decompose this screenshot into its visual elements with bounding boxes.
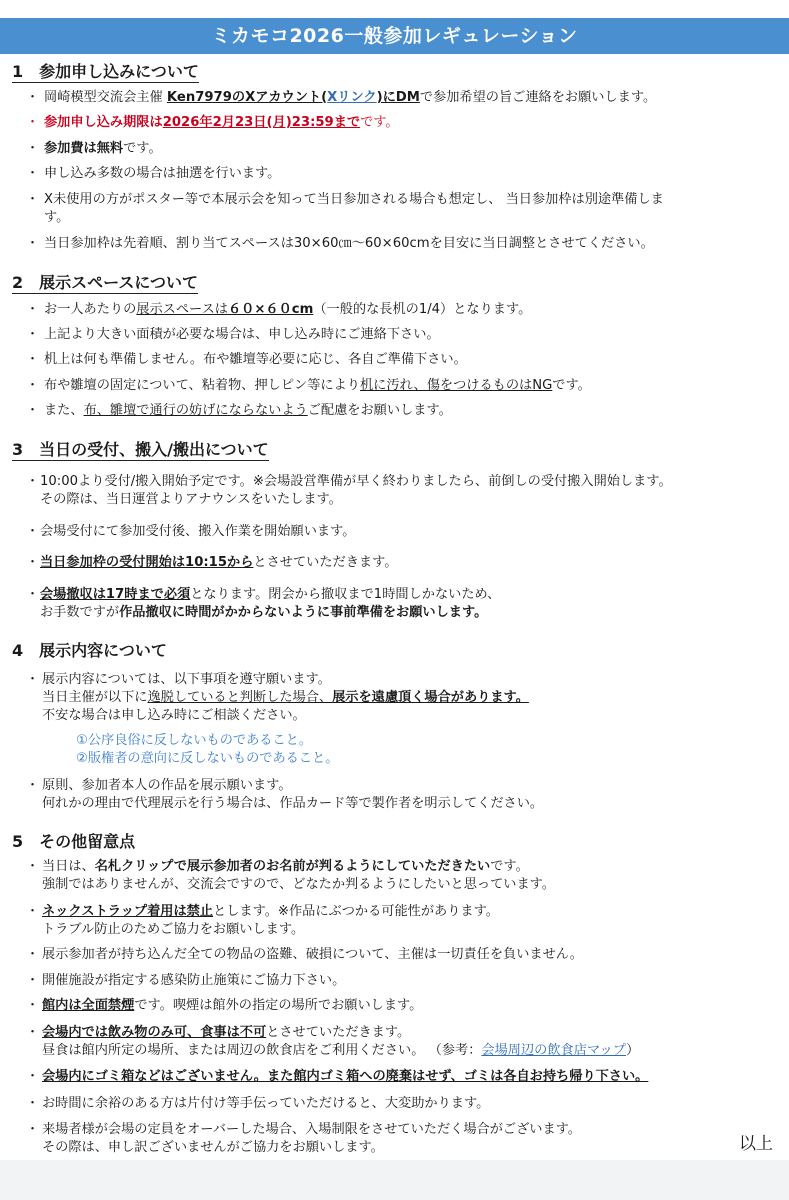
bullet: ・ [26,141,40,156]
s3-l4b-a: お手数ですが [40,605,120,620]
s2-l4-a: 布や雛壇の固定について、粘着物、押しピン等により [44,378,360,393]
s5-line-9b: その際は、申し訳ございませんがご協力をお願いします。 [42,1140,384,1155]
s3-line-3 [40,554,397,572]
s5-line-3: 展示参加者が持ち込んだ全ての物品の盗難、破損について、主催は一切責任を負いません。 [42,947,583,962]
s2-l4-c: です。 [552,378,591,393]
s5-line-4: 開催施設が指定する感染防止施策にご協力下さい。 [42,973,346,988]
s3-l4b-b: 作品撤収に時間がかからないように事前準備をお願いします。 [119,605,488,620]
s3-line-4a [40,586,500,604]
s1-line-6: 当日参加枠は先着順、割り当てスペースは30×60㎝～60×60cmを目安に当日調整とさせてください。 [44,236,654,251]
section-2-heading-text: 2 展示スペースについて [12,273,199,292]
bullet: ・ [26,1025,40,1040]
section-4-heading: 4 展示内容について [12,641,167,660]
s1-line-2 [44,114,399,132]
bullet: ・ [26,302,40,317]
s4-l1b-c: 展示を遠慮頂く場合があります。 [332,690,529,705]
s5-line-2b: トラブル防止のためご協力をお願いします。 [42,922,305,937]
bullet: ・ [26,998,40,1013]
s5-l5-a: 館内は全面禁煙 [42,998,135,1013]
bullet: ・ [26,378,40,393]
rule-1: ①公序良俗に反しないものであること。 [76,733,313,748]
s5-line-6b [42,1042,639,1060]
s1-line-5b: す。 [44,210,70,225]
s4-line-2b: 何れかの理由で代理展示を行う場合は、作品カード等で製作者を明示してください。 [42,796,544,811]
bullet: ・ [26,524,40,539]
s4-line-1a: 展示内容については、以下事項を遵守願います。 [42,672,331,687]
fee-label: 参加費は無料 [44,141,124,156]
deadline-date: 2026年2月23日(月)23:59まで [162,115,361,130]
space-size: ６０×６０cm [227,302,314,317]
s2-line-4 [44,377,591,395]
s5-l5-b: です。喫煙は館外の指定の場所でお願いします。 [134,998,423,1013]
section-3-heading [12,440,269,460]
fee-suffix: です。 [123,141,162,156]
s5-l6b-c: ） [626,1043,640,1058]
deadline-suffix: です。 [360,115,399,130]
section-1-heading [12,62,199,82]
s5-line-9a: 来場者様が会場の定員をオーバーした場合、入場制限をさせていただく場合がございます。 [42,1122,581,1137]
s5-line-1b: 強制ではありませんが、交流会ですので、どなたか判るようにしたいと思っています。 [42,877,555,892]
s2-l1-a: お一人あたりの [44,302,137,317]
bullet: ・ [26,474,40,489]
s5-l2a-a: ネックストラップ着用は禁止 [42,904,214,919]
s4-line-1b [42,689,529,707]
s5-line-2a [42,903,499,921]
bullet: ・ [26,778,40,793]
bullet: ・ [26,236,40,251]
bullet: ・ [26,403,40,418]
bullet: ・ [26,327,40,342]
s3-line-1a: 10:00より受付/搬入開始予定です。※会場設営準備が早く終わりましたら、前倒しの受付搬入開始します。 [40,474,672,489]
s3-line-1b: その際は、当日運営よりアナウンスをいたします。 [40,492,342,507]
s1-l1-rest: で参加希望の旨ご連絡をお願いします。 [419,90,657,105]
s1-l1-text: 岡崎模型交流会主催 [44,90,167,105]
s4-line-2a: 原則、参加者本人の作品を展示願います。 [42,778,292,793]
s5-line-1a [42,858,529,876]
bullet: ・ [26,352,40,367]
bullet: ・ [26,166,40,181]
restaurant-map-link[interactable]: 会場周辺の飲食店マップ [481,1043,627,1058]
s5-l1a-b: 名札クリップで展示参加者のお名前が判るようにしていただきたい [94,859,491,874]
bullet: ・ [26,904,40,919]
s2-l1-b: 展示スペースは [136,302,228,317]
bullet: ・ [26,1096,40,1111]
bullet: ・ [26,90,40,105]
s2-l1-d: （一般的な長机の1/4）となります。 [313,302,532,317]
s2-line-2: 上記より大きい面積が必要な場合は、申し込み時にご連絡下さい。 [44,327,440,342]
bullet: ・ [26,859,40,874]
s3-l3-b: とさせていただきます。 [253,555,398,570]
s2-line-3: 机上は何も準備しません。布や雛壇等必要に応じ、各自ご準備下さい。 [44,352,467,367]
s2-l5-c: ご配慮をお願いします。 [307,403,452,418]
s2-l5-a: また、 [44,403,84,418]
section-2-heading [12,273,198,293]
s5-l1a-a: 当日は、 [42,859,95,874]
section-5-heading: 5 その他留意点 [12,832,136,851]
s4-line-1c: 不安な場合は申し込み時にご相談ください。 [42,708,306,723]
s3-l4a-a: 会場撤収は17時まで必須 [40,587,191,602]
s2-l4-b: 机に汚れ、傷をつけるものはNG [359,378,553,393]
rule-2: ②版権者の意向に反しないものであること。 [76,751,339,766]
s1-line-3 [44,140,162,158]
s1-line-5a: X未使用の方がポスター等で本展示会を知って当日参加される場合も想定し、 当日参加枠は別途準備しま [44,192,664,207]
bullet: ・ [26,947,40,962]
s5-line-6a [42,1024,410,1042]
bullet: ・ [26,672,40,687]
s4-l1b-a: 当日主催が以下に [42,690,148,705]
s5-l2a-b: とします。※作品にぶつかる可能性があります。 [213,904,499,919]
s5-line-8: お時間に余裕のある方は片付け等手伝っていただけると、大変助かります。 [42,1096,490,1111]
s1-l1-account: Ken7979のXアカウント( [166,90,328,105]
bullet: ・ [26,587,40,602]
bullet: ・ [26,973,40,988]
section-1-heading-text: 1 参加申し込みについて [12,62,199,81]
s2-line-5 [44,402,452,420]
s4-l1b-b: 逸脱していると判断した場合、 [147,690,333,705]
bullet: ・ [26,1069,40,1084]
s5-l6a-a: 会場内では飲み物のみ可、食事は不可 [42,1025,267,1040]
s1-l1-dm: )にDM [376,90,420,105]
s5-l1a-c: です。 [490,859,529,874]
section-3-heading-text: 3 当日の受付、搬入/搬出について [12,440,269,459]
s3-line-2: 会場受付にて参加受付後、搬入作業を開始願います。 [40,524,356,539]
closing-text: 以上 [739,1134,773,1154]
s5-line-5 [42,997,422,1015]
bullet: ・ [26,555,40,570]
bullet: ・ [26,192,40,207]
x-link[interactable]: Xリンク [327,90,377,105]
s1-line-4: 申し込み多数の場合は抽選を行います。 [44,166,281,181]
deadline-label: 参加申し込み期限は [44,115,163,130]
s5-line-7: 会場内にゴミ箱などはございません。また館内ゴミ箱への廃棄はせず、ゴミは各自お持ち帰り下さい。 [42,1069,649,1084]
bullet: ・ [26,115,40,130]
bottom-margin [0,1160,789,1200]
s5-l6a-b: とさせていただきます。 [266,1025,411,1040]
page-title: ミカモコ2026一般参加レギュレーション [0,18,789,54]
s5-l6b-a: 昼食は館内所定の場所、または周辺の飲食店をご利用ください。 （参考： [42,1043,482,1058]
s3-line-4b [40,604,487,622]
s3-l4a-b: となります。閉会から撤収まで1時間しかないため、 [190,587,501,602]
s2-l5-b: 布、雛壇で通行の妨げにならないよう [83,403,308,418]
s1-line-1 [44,89,656,107]
bullet: ・ [26,1122,40,1137]
s3-l3-a: 当日参加枠の受付開始は10:15から [40,555,254,570]
s2-line-1 [44,301,531,319]
